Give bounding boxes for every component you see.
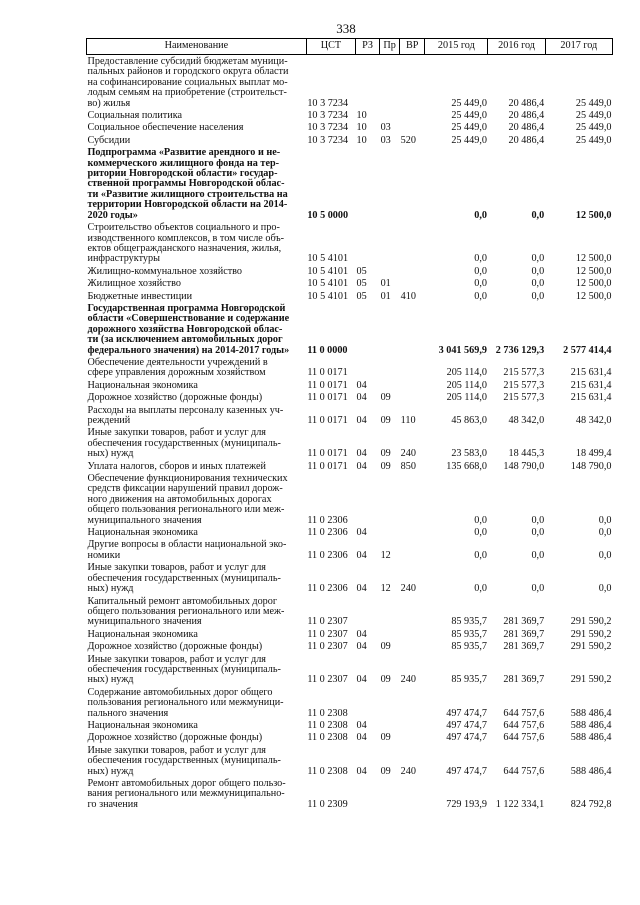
cell-cst: 11 0 2309	[307, 798, 348, 810]
cell-cst: 11 0 2306	[307, 549, 348, 561]
cell-2015: 497 474,7	[446, 765, 487, 777]
cell-vr	[400, 146, 425, 221]
budget-table	[86, 38, 613, 810]
cell-2016: 281 369,7	[503, 674, 545, 686]
cell-2016: 215 577,3	[503, 367, 545, 379]
cell-2017: 0,0	[598, 527, 612, 539]
cell-2017: 12 500,0	[575, 265, 612, 277]
header-cst: ЦСТ	[306, 39, 355, 55]
cell-vr	[400, 55, 425, 110]
cell-cst: 10 3 7234	[307, 122, 349, 134]
page-number: 338	[336, 21, 356, 36]
header-2015: 2015 год	[425, 39, 488, 55]
cell-2015: 205 114,0	[446, 379, 487, 391]
cell-rz: 10	[356, 134, 367, 146]
cell-2015: 45 863,0	[451, 415, 487, 426]
cell-pr	[380, 686, 400, 719]
cell-pr: 01	[380, 278, 391, 290]
cell-vr	[400, 526, 425, 538]
cell-cst: 11 0 2307	[307, 628, 348, 640]
cell-2015: 0,0	[474, 514, 487, 526]
cell-2015: 85 935,7	[451, 628, 487, 640]
cell-vr	[400, 121, 425, 133]
cell-2017: 18 499,4	[575, 448, 612, 460]
cell-2015: 729 193,9	[446, 798, 487, 810]
table-row	[87, 391, 613, 403]
table-row	[87, 277, 613, 289]
table-row	[87, 109, 613, 121]
cell-cst: 10 3 7234	[307, 134, 349, 146]
cell-name: Иные закупки товаров, работ и услуг для обеспечения государственных (муниципаль- ных) нужд	[87, 653, 281, 686]
cell-2016: 1 122 334,1	[495, 798, 545, 810]
cell-pr: 03	[380, 134, 391, 146]
cell-vr: 110	[400, 415, 416, 426]
cell-2017: 148 790,0	[570, 460, 612, 472]
cell-2017: 2 577 414,4	[563, 344, 612, 356]
cell-cst: 11 0 0171	[307, 367, 348, 379]
cell-pr	[380, 777, 400, 810]
header-2016: 2016 год	[488, 39, 545, 55]
cell-name: Строительство объектов социального и про- изводственного комплексов, в том числе объ- ектов общегражданского назначения, жилья, инфраструктуры	[87, 222, 285, 265]
cell-name: Другие вопросы в области национальной эко- номики	[87, 539, 287, 561]
cell-pr: 12	[380, 583, 391, 595]
cell-cst: 11 0 2308	[307, 719, 348, 731]
cell-2015: 25 449,0	[451, 134, 487, 146]
cell-2015: 497 474,7	[446, 719, 487, 731]
cell-pr: 12	[380, 549, 391, 561]
table-row	[87, 379, 613, 391]
cell-cst: 11 0 2308	[307, 765, 348, 777]
cell-rz	[356, 55, 380, 110]
cell-name: Субсидии	[87, 134, 131, 146]
cell-pr	[380, 379, 400, 391]
header-pr: Пр	[380, 39, 400, 55]
table-row	[87, 561, 613, 594]
cell-name: Иные закупки товаров, работ и услуг для обеспечения государственных (муниципаль- ных) нужд	[87, 427, 281, 460]
cell-2015: 205 114,0	[446, 367, 487, 379]
cell-name: Уплата налогов, сборов и иных платежей	[87, 460, 266, 472]
cell-vr	[400, 472, 425, 526]
cell-2016: 0,0	[531, 253, 545, 265]
cell-vr	[400, 109, 425, 121]
cell-rz	[356, 146, 380, 221]
cell-rz: 10	[356, 122, 367, 134]
cell-pr	[380, 472, 400, 526]
cell-2016: 215 577,3	[503, 392, 545, 404]
cell-cst: 10 5 4101	[307, 265, 349, 277]
cell-2015: 85 935,7	[451, 641, 487, 653]
cell-2017: 291 590,2	[570, 628, 612, 640]
cell-cst: 11 0 0171	[307, 392, 348, 404]
cell-2015: 25 449,0	[451, 97, 487, 109]
cell-pr	[380, 526, 400, 538]
table-row	[87, 404, 613, 427]
cell-2017: 291 590,2	[570, 616, 612, 628]
cell-vr	[400, 379, 425, 391]
cell-name: Дорожное хозяйство (дорожные фонды)	[87, 392, 263, 404]
table-row	[87, 731, 613, 743]
cell-2015: 0,0	[474, 278, 487, 290]
cell-2015: 497 474,7	[446, 732, 487, 744]
cell-pr: 09	[380, 392, 391, 404]
table-row	[87, 460, 613, 472]
cell-2017: 291 590,2	[570, 674, 612, 686]
cell-pr	[380, 302, 400, 356]
cell-2016: 148 790,0	[503, 460, 545, 472]
cell-vr	[400, 731, 425, 743]
cell-2016: 20 486,4	[508, 122, 545, 134]
cell-2016: 0,0	[531, 290, 545, 302]
cell-2016: 0,0	[531, 278, 545, 290]
cell-pr	[380, 221, 400, 265]
cell-2016: 281 369,7	[503, 628, 545, 640]
cell-cst: 11 0 2306	[307, 583, 348, 595]
cell-2015: 497 474,7	[446, 707, 487, 719]
cell-rz	[356, 777, 380, 810]
cell-2016: 0,0	[531, 527, 545, 539]
table-row	[87, 686, 613, 719]
table-row	[87, 134, 613, 146]
cell-2017: 12 500,0	[575, 253, 612, 265]
cell-pr	[380, 55, 400, 110]
cell-2016: 20 486,4	[508, 134, 545, 146]
cell-name: Национальная экономика	[87, 527, 198, 539]
cell-vr: 410	[400, 290, 416, 302]
cell-2016: 20 486,4	[508, 110, 545, 122]
cell-2017: 215 631,4	[570, 379, 612, 391]
cell-rz: 04	[356, 415, 367, 426]
table-row	[87, 538, 613, 561]
cell-rz	[356, 302, 380, 356]
cell-vr	[400, 221, 425, 265]
cell-name: Предоставление субсидий бюджетам муници- пальных районов и городского округа области на софинансирование социальных выплат мо- лодым семьям на приобретение (строительст- во) жилья	[87, 56, 289, 109]
table-row	[87, 719, 613, 731]
cell-2016: 18 445,3	[508, 448, 545, 460]
cell-rz: 04	[356, 549, 367, 561]
cell-name: Национальная экономика	[87, 379, 198, 391]
cell-cst: 10 5 4101	[307, 253, 349, 265]
cell-2015: 85 935,7	[451, 616, 487, 628]
cell-2016: 644 757,6	[503, 732, 545, 744]
cell-2016: 20 486,4	[508, 97, 545, 109]
table-row	[87, 595, 613, 628]
cell-2016: 644 757,6	[503, 719, 545, 731]
table-row	[87, 356, 613, 379]
cell-2016: 281 369,7	[503, 616, 545, 628]
cell-vr	[400, 686, 425, 719]
cell-vr: 240	[400, 583, 416, 595]
cell-2016: 2 736 129,3	[495, 344, 545, 356]
cell-cst: 10 5 0000	[307, 209, 349, 221]
cell-cst: 11 0 0000	[307, 344, 348, 356]
cell-2016: 281 369,7	[503, 641, 545, 653]
cell-name: Жилищное хозяйство	[87, 278, 181, 290]
cell-vr	[400, 265, 425, 277]
cell-2015: 0,0	[474, 290, 487, 302]
cell-2017: 824 792,8	[570, 798, 612, 810]
cell-rz: 10	[356, 110, 367, 122]
cell-pr	[380, 146, 400, 221]
cell-2017: 25 449,0	[575, 134, 612, 146]
cell-name: Дорожное хозяйство (дорожные фонды)	[87, 641, 263, 653]
cell-pr: 09	[380, 415, 391, 426]
cell-2015: 0,0	[474, 265, 487, 277]
cell-vr	[400, 538, 425, 561]
table-row	[87, 265, 613, 277]
cell-vr	[400, 356, 425, 379]
cell-2017: 215 631,4	[570, 392, 612, 404]
cell-pr: 01	[380, 290, 391, 302]
cell-2017: 0,0	[598, 549, 612, 561]
cell-vr: 850	[400, 460, 416, 472]
table-row	[87, 221, 613, 265]
cell-2015: 25 449,0	[451, 122, 487, 134]
table-row	[87, 777, 613, 810]
table-row	[87, 640, 613, 652]
cell-rz: 05	[356, 290, 367, 302]
cell-2015: 25 449,0	[451, 110, 487, 122]
cell-rz	[356, 686, 380, 719]
table-row	[87, 121, 613, 133]
cell-rz: 05	[356, 265, 367, 277]
cell-2017: 588 486,4	[570, 732, 612, 744]
cell-2017: 0,0	[598, 514, 612, 526]
cell-rz: 04	[356, 379, 367, 391]
table-row	[87, 426, 613, 459]
cell-vr	[400, 277, 425, 289]
cell-name: Социальная политика	[87, 110, 183, 122]
cell-rz	[356, 472, 380, 526]
header-vr: ВР	[400, 39, 425, 55]
cell-pr: 09	[380, 732, 391, 744]
cell-2015: 0,0	[474, 527, 487, 539]
header-rz: РЗ	[356, 39, 380, 55]
table-row	[87, 628, 613, 640]
table-row	[87, 302, 613, 356]
cell-2017: 25 449,0	[575, 122, 612, 134]
cell-pr	[380, 265, 400, 277]
table-row	[87, 55, 613, 110]
cell-2015: 135 668,0	[446, 460, 487, 472]
cell-pr: 09	[380, 674, 391, 686]
cell-cst: 10 3 7234	[307, 110, 349, 122]
cell-vr	[400, 391, 425, 403]
cell-2017: 0,0	[598, 583, 612, 595]
cell-rz: 04	[356, 460, 367, 472]
cell-cst: 11 0 2308	[307, 732, 348, 744]
table-row	[87, 472, 613, 526]
cell-2016: 0,0	[531, 209, 545, 221]
table-header-row	[87, 39, 613, 55]
cell-cst: 11 0 2307	[307, 616, 348, 628]
header-name: Наименование	[87, 39, 307, 55]
cell-cst: 10 5 4101	[307, 278, 349, 290]
cell-cst: 11 0 0171	[307, 448, 348, 460]
cell-rz: 04	[356, 674, 367, 686]
cell-rz: 04	[356, 641, 367, 653]
cell-pr	[380, 595, 400, 628]
cell-2017: 12 500,0	[575, 278, 612, 290]
cell-name: Содержание автомобильных дорог общего пользования регионального или межмуници- пального значения	[87, 686, 284, 719]
cell-cst: 11 0 0171	[307, 379, 348, 391]
cell-2017: 291 590,2	[570, 641, 612, 653]
cell-vr: 240	[400, 448, 416, 460]
cell-pr: 09	[380, 641, 391, 653]
cell-2017: 25 449,0	[575, 97, 612, 109]
cell-cst: 11 0 2306	[307, 527, 348, 539]
cell-2016: 0,0	[531, 265, 545, 277]
cell-2017: 48 342,0	[575, 415, 612, 426]
cell-vr	[400, 302, 425, 356]
cell-vr	[400, 595, 425, 628]
cell-rz: 04	[356, 719, 367, 731]
cell-cst: 11 0 0171	[307, 415, 348, 426]
cell-2017: 588 486,4	[570, 707, 612, 719]
cell-2015: 85 935,7	[451, 674, 487, 686]
table-row	[87, 653, 613, 686]
cell-2015: 0,0	[474, 209, 487, 221]
table-row	[87, 290, 613, 302]
cell-pr: 03	[380, 122, 391, 134]
cell-2015: 0,0	[474, 549, 487, 561]
cell-cst: 11 0 2307	[307, 674, 348, 686]
cell-2017: 588 486,4	[570, 765, 612, 777]
cell-rz: 04	[356, 765, 367, 777]
cell-cst: 11 0 2307	[307, 641, 348, 653]
cell-vr: 240	[400, 674, 416, 686]
cell-2017: 215 631,4	[570, 367, 612, 379]
cell-rz: 04	[356, 448, 367, 460]
cell-pr	[380, 109, 400, 121]
cell-cst: 10 3 7234	[307, 97, 349, 109]
cell-rz: 04	[356, 527, 367, 539]
cell-2017: 25 449,0	[575, 110, 612, 122]
table-row	[87, 744, 613, 777]
cell-rz: 05	[356, 278, 367, 290]
cell-pr: 09	[380, 448, 391, 460]
cell-2016: 0,0	[531, 549, 545, 561]
cell-2016: 48 342,0	[508, 415, 545, 426]
cell-name: Жилищно-коммунальное хозяйство	[87, 265, 243, 277]
cell-2016: 0,0	[531, 583, 545, 595]
cell-2015: 205 114,0	[446, 392, 487, 404]
cell-vr	[400, 640, 425, 652]
cell-2016: 0,0	[531, 514, 545, 526]
cell-cst: 11 0 0171	[307, 460, 348, 472]
cell-2017: 12 500,0	[575, 290, 612, 302]
cell-name: Иные закупки товаров, работ и услуг для обеспечения государственных (муниципаль- ных) нужд	[87, 744, 281, 777]
cell-pr	[380, 628, 400, 640]
cell-rz	[356, 356, 380, 379]
cell-2016: 644 757,6	[503, 707, 545, 719]
cell-rz	[356, 595, 380, 628]
cell-name: Ремонт автомобильных дорог общего пользо- вания регионального или межмуниципально- го значения	[87, 778, 286, 810]
cell-2015: 0,0	[474, 583, 487, 595]
header-2017: 2017 год	[545, 39, 612, 55]
cell-2017: 12 500,0	[575, 209, 612, 221]
cell-cst: 11 0 2308	[307, 707, 348, 719]
cell-rz	[356, 221, 380, 265]
cell-vr: 520	[400, 134, 416, 146]
cell-name: Национальная экономика	[87, 628, 198, 640]
cell-name: Бюджетные инвестиции	[87, 290, 193, 302]
table-row	[87, 146, 613, 221]
cell-name: Национальная экономика	[87, 719, 198, 731]
cell-vr	[400, 628, 425, 640]
cell-pr: 09	[380, 765, 391, 777]
cell-name: Капитальный ремонт автомобильных дорог общего пользования регионального или меж- муниципального значения	[87, 595, 285, 628]
cell-2016: 215 577,3	[503, 379, 545, 391]
table-row	[87, 526, 613, 538]
cell-name: Подпрограмма «Развитие арендного и не- коммерческого жилищного фонда на тер- ритории Новгородской области» государ- ственной программы Новгородской облас- ти «Развитие жилищного строительства на территории Новгородской области на 2014- 2020 годы»	[87, 147, 288, 221]
cell-2015: 23 583,0	[451, 448, 487, 460]
cell-vr: 240	[400, 765, 416, 777]
cell-name: Обеспечение функционирования технических средств фиксации нарушений правил дорож- ного движения на автомобильных дорогах общего пользования регионального или меж- муниципального значения	[87, 473, 288, 526]
cell-name: Расходы на выплаты персоналу казенных уч- реждений	[87, 404, 284, 426]
cell-2015: 3 041 569,9	[438, 344, 487, 356]
cell-vr	[400, 719, 425, 731]
cell-rz: 04	[356, 392, 367, 404]
cell-2015: 0,0	[474, 253, 487, 265]
cell-pr	[380, 719, 400, 731]
cell-name: Государственная программа Новгородской области «Совершенствование и содержание дорожного хозяйства Новгородской облас- ти (за исключением автомобильных дорог федерального значения) на 2014-2017 годы»	[87, 302, 290, 356]
cell-name: Социальное обеспечение населения	[87, 122, 244, 134]
cell-2017: 588 486,4	[570, 719, 612, 731]
cell-cst: 10 5 4101	[307, 290, 349, 302]
cell-rz: 04	[356, 732, 367, 744]
cell-2016: 644 757,6	[503, 765, 545, 777]
cell-cst: 11 0 2306	[307, 514, 348, 526]
cell-name: Дорожное хозяйство (дорожные фонды)	[87, 732, 263, 744]
cell-vr	[400, 777, 425, 810]
cell-name: Обеспечение деятельности учреждений в сфере управления дорожным хозяйством	[87, 356, 268, 379]
cell-pr	[380, 356, 400, 379]
cell-rz: 04	[356, 628, 367, 640]
cell-name: Иные закупки товаров, работ и услуг для обеспечения государственных (муниципаль- ных) нужд	[87, 562, 281, 595]
cell-rz: 04	[356, 583, 367, 595]
cell-pr: 09	[380, 460, 391, 472]
